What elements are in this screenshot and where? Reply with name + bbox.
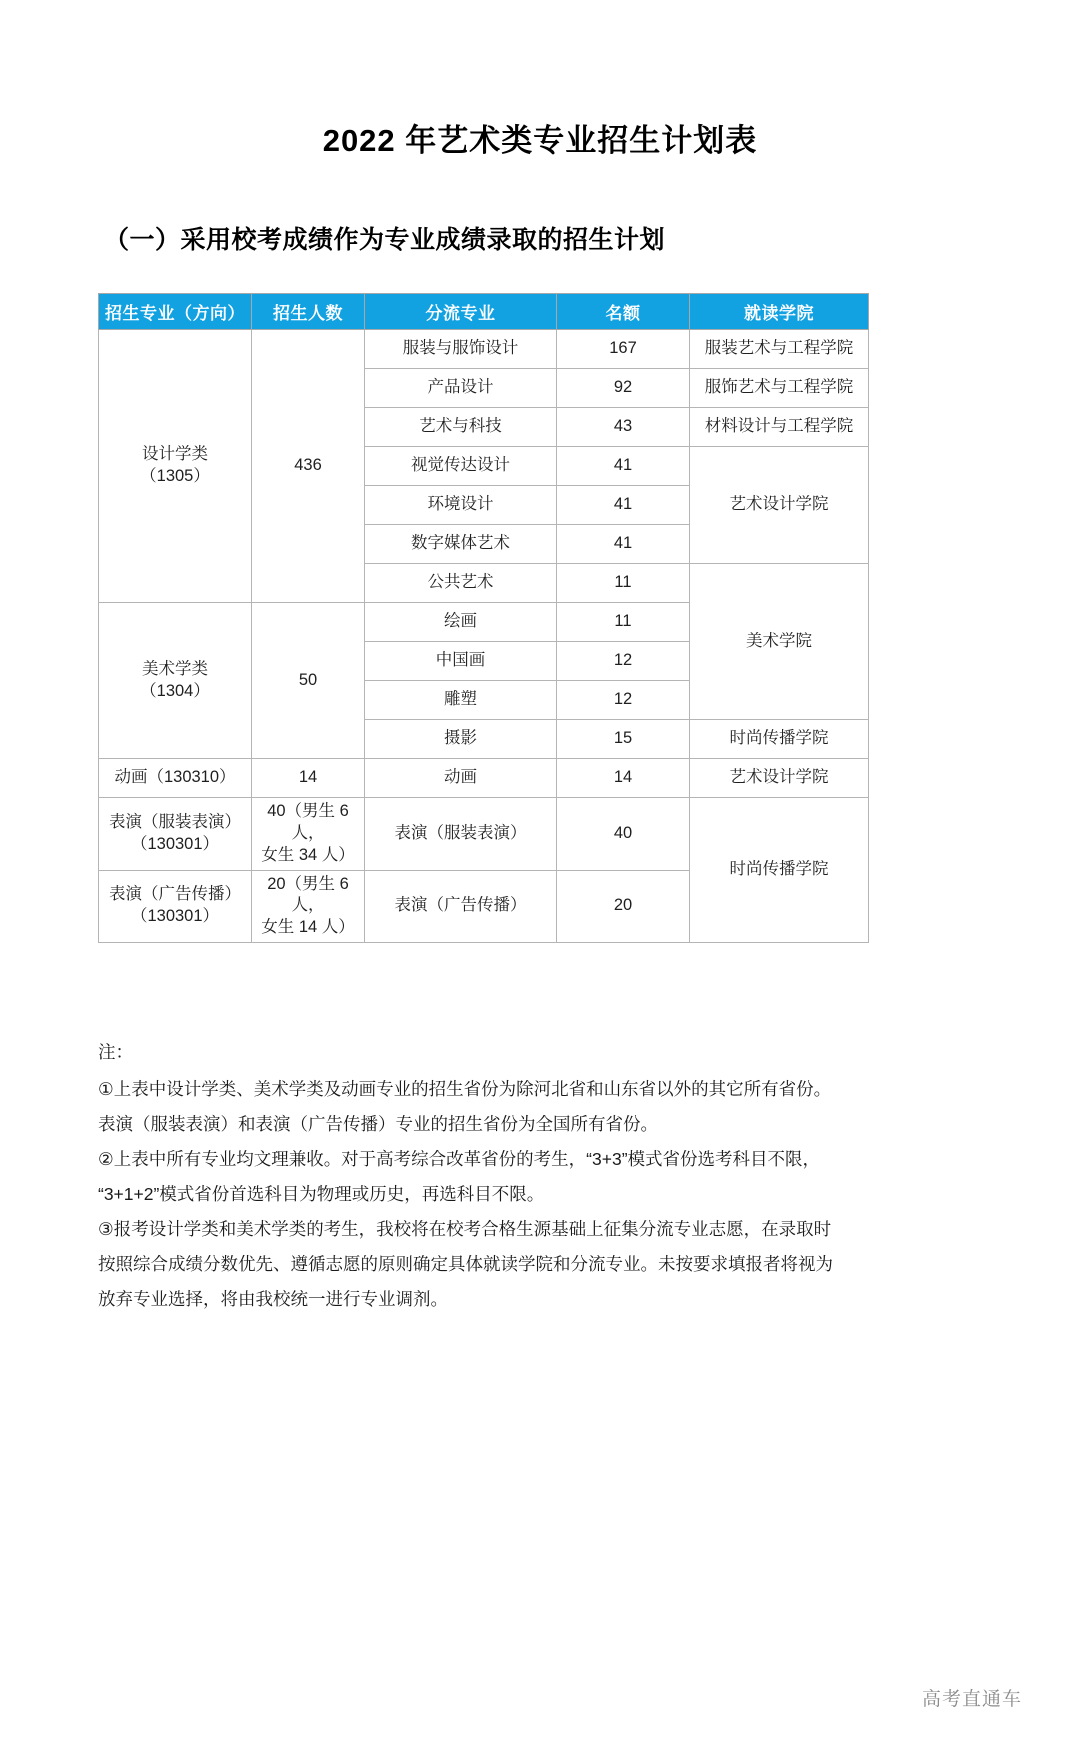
major-code: （1305）	[140, 467, 210, 486]
notes-section	[0, 943, 1080, 1317]
quota-line-2: 女生 14 人）	[261, 918, 355, 937]
major-code: （130301）	[130, 834, 220, 853]
cell-sub-major: 产品设计	[365, 369, 557, 408]
note-line: 按照综合成绩分数优先、遵循志愿的原则确定具体就读学院和分流专业。未按要求填报者将视为	[98, 1253, 833, 1274]
cell-college: 时尚传播学院	[690, 720, 869, 759]
cell-quota-performance-ad	[252, 870, 365, 942]
cell-sub-major: 表演（广告传播）	[365, 870, 557, 942]
note-line: ①上表中设计学类、美术学类及动画专业的招生省份为除河北省和山东省以外的其它所有省份。	[98, 1078, 832, 1099]
cell-count: 12	[557, 642, 690, 681]
cell-quota-design: 436	[252, 330, 365, 603]
cell-major-design	[99, 330, 252, 603]
cell-major-fine-arts	[99, 603, 252, 759]
cell-sub-major: 数字媒体艺术	[365, 525, 557, 564]
column-header-college: 就读学院	[690, 294, 869, 330]
cell-sub-major: 摄影	[365, 720, 557, 759]
cell-sub-major: 雕塑	[365, 681, 557, 720]
cell-college: 美术学院	[690, 564, 869, 720]
cell-college: 服饰艺术与工程学院	[690, 369, 869, 408]
quota-line-2: 女生 34 人）	[261, 845, 355, 864]
major-name: 美术学类	[142, 659, 208, 678]
cell-sub-major: 服装与服饰设计	[365, 330, 557, 369]
cell-count: 40	[557, 798, 690, 870]
column-header-quota: 招生人数	[252, 294, 365, 330]
cell-count: 11	[557, 603, 690, 642]
note-line: “3+1+2”模式省份首选科目为物理或历史，再选科目不限。	[98, 1183, 545, 1204]
major-name: 表演（广告传播）	[109, 885, 241, 904]
cell-sub-major: 公共艺术	[365, 564, 557, 603]
cell-quota-animation: 14	[252, 759, 365, 798]
cell-college: 材料设计与工程学院	[690, 408, 869, 447]
table-row	[99, 798, 869, 870]
cell-college: 时尚传播学院	[690, 798, 869, 943]
major-name: 表演（服装表演）	[109, 813, 241, 832]
admission-plan-table-wrapper	[0, 256, 1080, 943]
quota-line-1: 20（男生 6 人，	[267, 874, 349, 915]
notes-label: 注：	[98, 1041, 133, 1062]
note-line: 表演（服装表演）和表演（广告传播）专业的招生省份为全国所有省份。	[98, 1113, 658, 1134]
admission-plan-table	[98, 293, 869, 943]
cell-college: 服装艺术与工程学院	[690, 330, 869, 369]
cell-count: 43	[557, 408, 690, 447]
cell-count: 12	[557, 681, 690, 720]
table-header-row	[99, 294, 869, 330]
table-row	[99, 759, 869, 798]
cell-count: 20	[557, 870, 690, 942]
cell-quota-fine-arts: 50	[252, 603, 365, 759]
cell-count: 11	[557, 564, 690, 603]
cell-count: 92	[557, 369, 690, 408]
column-header-major: 招生专业（方向）	[99, 294, 252, 330]
cell-major-performance-fashion	[99, 798, 252, 870]
cell-college: 艺术设计学院	[690, 447, 869, 564]
cell-count: 167	[557, 330, 690, 369]
cell-count: 41	[557, 447, 690, 486]
cell-major-animation: 动画（130310）	[99, 759, 252, 798]
cell-count: 41	[557, 486, 690, 525]
note-line: ②上表中所有专业均文理兼收。对于高考综合改革省份的考生，“3+3”模式省份选考科目不限，	[98, 1148, 821, 1169]
cell-sub-major: 绘画	[365, 603, 557, 642]
cell-sub-major: 表演（服装表演）	[365, 798, 557, 870]
watermark: 高考直通车	[921, 1689, 1022, 1710]
section-heading: （一）采用校考成绩作为专业成绩录取的招生计划	[104, 225, 666, 254]
cell-sub-major: 环境设计	[365, 486, 557, 525]
quota-line-1: 40（男生 6 人，	[267, 802, 349, 843]
major-code: （130301）	[130, 907, 220, 926]
column-header-count: 名额	[557, 294, 690, 330]
note-line: ③报考设计学类和美术学类的考生，我校将在校考合格生源基础上征集分流专业志愿，在录取时	[98, 1218, 832, 1239]
note-line: 放弃专业选择，将由我校统一进行专业调剂。	[98, 1288, 448, 1309]
cell-college: 艺术设计学院	[690, 759, 869, 798]
cell-quota-performance-fashion	[252, 798, 365, 870]
cell-sub-major: 视觉传达设计	[365, 447, 557, 486]
cell-major-performance-ad	[99, 870, 252, 942]
cell-sub-major: 中国画	[365, 642, 557, 681]
column-header-sub-major: 分流专业	[365, 294, 557, 330]
page-title: 2022 年艺术类专业招生计划表	[322, 123, 758, 158]
cell-count: 41	[557, 525, 690, 564]
cell-count: 14	[557, 759, 690, 798]
table-row	[99, 330, 869, 369]
cell-sub-major: 艺术与科技	[365, 408, 557, 447]
major-code: （1304）	[140, 681, 210, 700]
major-name: 设计学类	[142, 445, 208, 464]
cell-count: 15	[557, 720, 690, 759]
cell-sub-major: 动画	[365, 759, 557, 798]
